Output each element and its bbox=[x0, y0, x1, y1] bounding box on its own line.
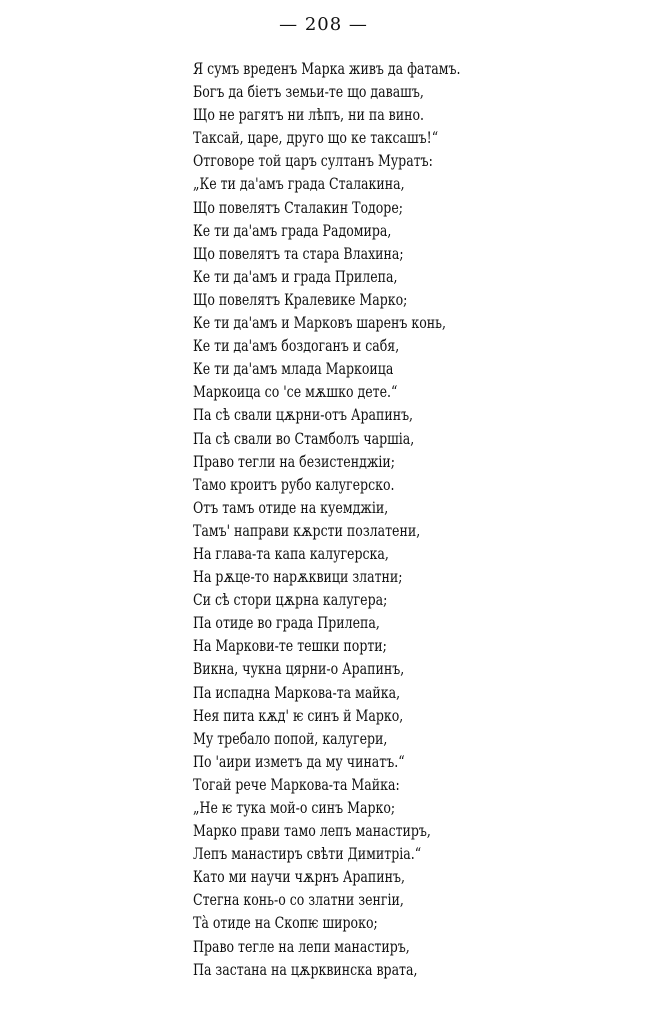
poem-line: Тамъ' направи кѫрсти позлатени, bbox=[193, 521, 421, 540]
poem-line: Ке ти да'амъ и Марковъ шаренъ конь, bbox=[193, 314, 446, 333]
poem-line: „Ке ти да'амъ града Сталакина, bbox=[193, 175, 405, 194]
page-number: — 208 — bbox=[279, 14, 368, 35]
poem-line: Що повелятъ Сталакин Тодоре; bbox=[193, 198, 403, 217]
poem-line: Тамо кроитъ рубо калугерско. bbox=[193, 475, 395, 494]
poem-line: Марко прави тамо лепъ манастиръ, bbox=[193, 822, 431, 841]
poem-text bbox=[193, 58, 613, 982]
poem-line: Си сѣ стори цѫрна калугера; bbox=[193, 591, 388, 610]
poem-line: На Маркови-те тешки порти; bbox=[193, 637, 387, 656]
poem-line: На рѫце-то нарѫквици златни; bbox=[193, 568, 403, 587]
poem-line: Що повелятъ та стара Влахина; bbox=[193, 244, 404, 263]
poem-line: Я сумъ вреденъ Марка живъ да фатамъ. bbox=[193, 60, 461, 78]
poem-line: Му требало попой, калугери, bbox=[193, 729, 388, 748]
poem-line: Що не рагятъ ни лѣпъ, ни па вино. bbox=[193, 106, 424, 125]
poem-line: Отъ тамъ отиде на куемджiи, bbox=[193, 498, 389, 517]
poem-line: „Не ѥ тука мой-о синъ Марко; bbox=[193, 799, 396, 817]
poem-line: Па испадна Маркова-та майка, bbox=[193, 683, 401, 702]
poem-line: Викна, чукна цярни-о Арапинъ, bbox=[193, 660, 405, 679]
poem-line: Богъ да біетъ земьи-те що давашъ, bbox=[193, 83, 424, 102]
poem-line: Па сѣ свали во Стамболъ чаршiа, bbox=[193, 429, 415, 448]
poem-line: Право тегли на безистенджiи; bbox=[193, 452, 395, 471]
poem-line: По 'аири изметъ да му чинатъ.“ bbox=[193, 752, 405, 771]
poem-line: Маркоица со 'се мѫшко дете.“ bbox=[193, 383, 398, 402]
poem-line: Па сѣ свали цѫрни-отъ Арапинъ, bbox=[193, 406, 414, 425]
poem-line: Нея пита кѫд' ѥ синъ й Марко, bbox=[193, 706, 404, 725]
poem-line: Стегна конь-о со златни зенгіи, bbox=[193, 891, 404, 910]
poem-line: Ке ти да'амъ и града Прилепа, bbox=[193, 267, 398, 286]
poem-line: Ке ти да'амъ млада Маркоица bbox=[193, 360, 394, 379]
poem-line: Що повелятъ Кралевике Марко; bbox=[193, 290, 408, 309]
poem-line: Таксай, царе, друго що ке таксашъ!“ bbox=[193, 129, 439, 148]
poem-line: Па отиде во града Прилепа, bbox=[193, 614, 380, 633]
poem-line: Отговоре той царъ султанъ Муратъ: bbox=[193, 152, 433, 171]
poem-line: Като ми научи чѫрнъ Арапинъ, bbox=[193, 868, 405, 887]
poem-line: Право тегле на лепи манастиръ, bbox=[193, 937, 410, 956]
poem-line: Ке ти да'амъ боздоганъ и сабя, bbox=[193, 337, 400, 356]
poem-line: Лепъ манастиръ свѣти Димитріа.“ bbox=[193, 845, 422, 864]
poem-line: Тогай рече Маркова-та Майка: bbox=[193, 775, 400, 794]
poem-line: На глава-та капа калугерска, bbox=[193, 544, 389, 563]
poem-line: Ке ти да'амъ града Радомира, bbox=[193, 221, 392, 240]
poem-line: Тà отиде на Скопѥ широко; bbox=[193, 914, 378, 933]
poem-line: Па застана на цѫрквинска врата, bbox=[193, 960, 418, 979]
